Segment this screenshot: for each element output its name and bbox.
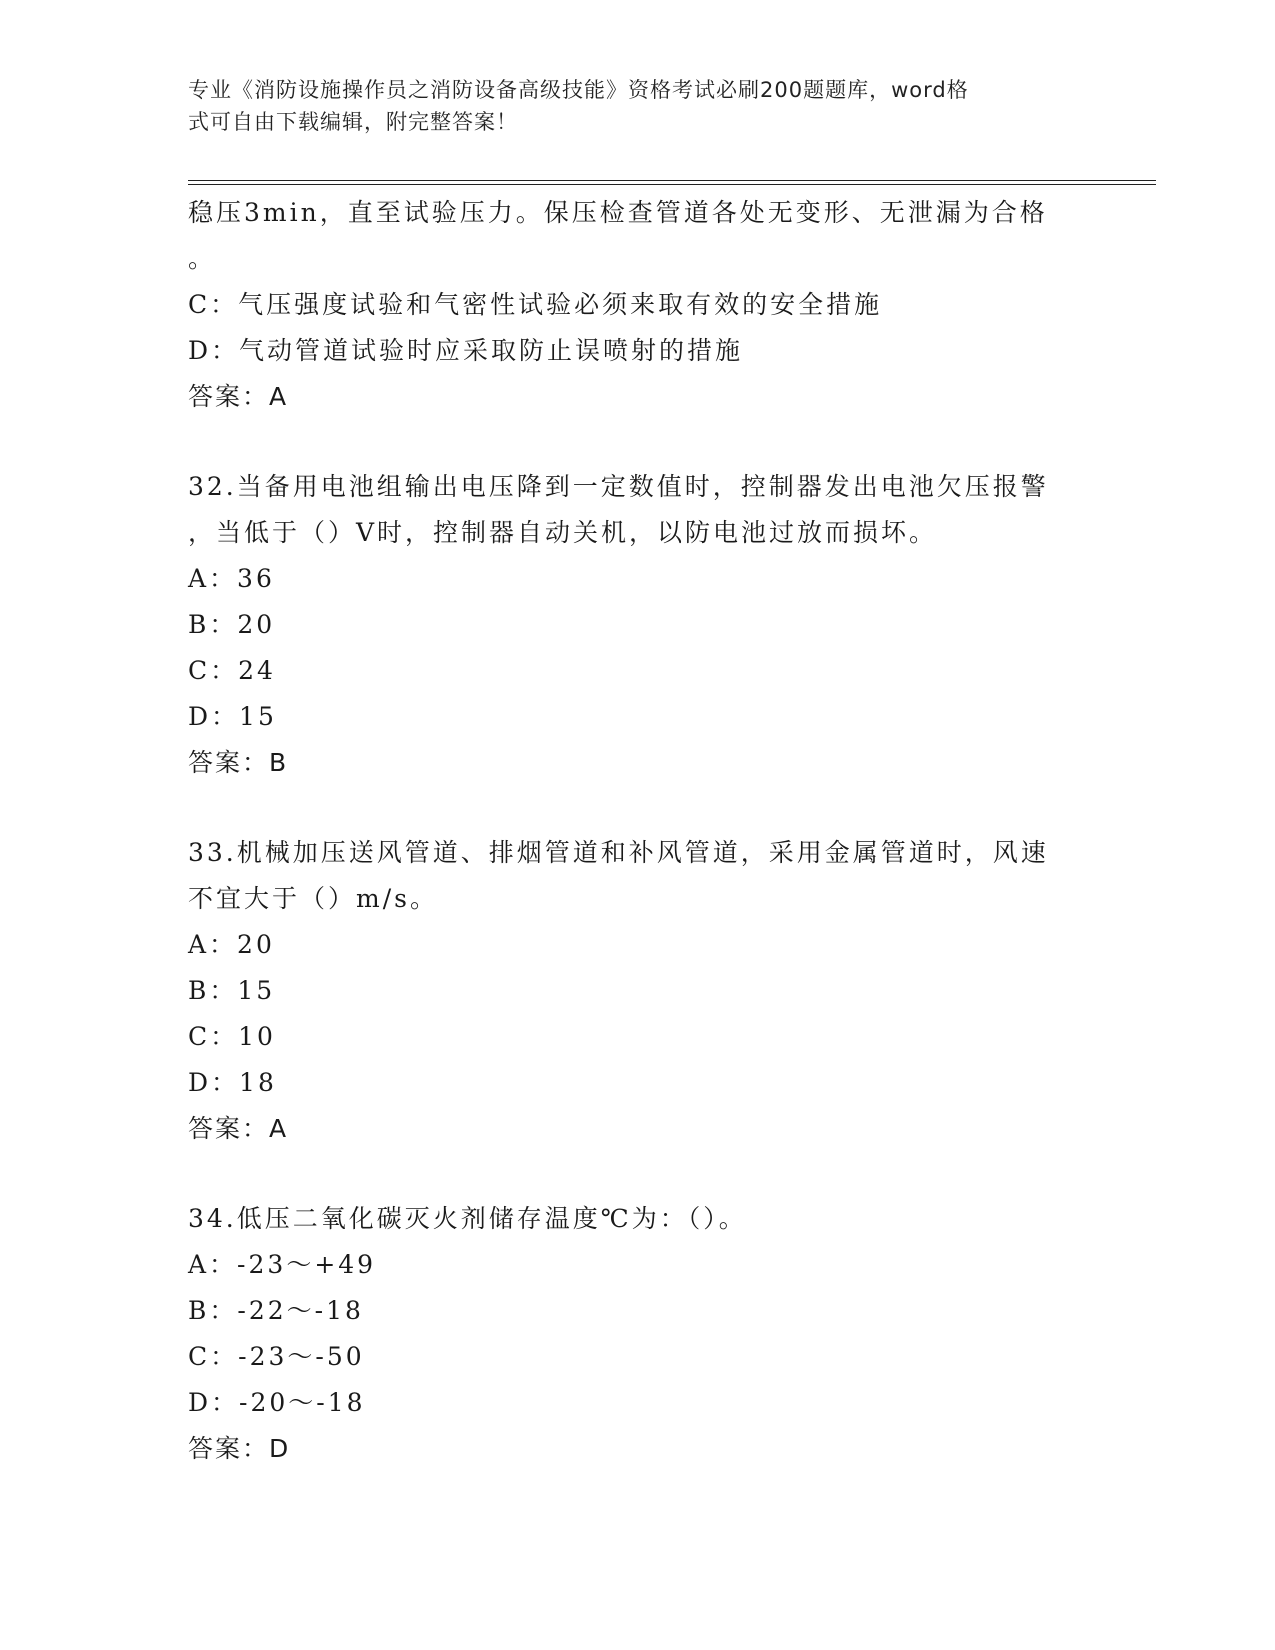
question-33 <box>188 830 1088 1152</box>
spacer <box>188 786 1088 830</box>
question-stem-line: 32.当备用电池组输出电压降到一定数值时，控制器发出电池欠压报警 <box>188 472 1049 501</box>
option-c: C：10 <box>188 1022 276 1051</box>
option-b: B：-22～-18 <box>188 1296 364 1325</box>
option-a: A：20 <box>188 930 275 959</box>
question-31-continuation <box>188 190 1088 420</box>
option-b: B：15 <box>188 976 276 1005</box>
spacer <box>188 420 1088 464</box>
option-a: A：-23～+49 <box>188 1250 377 1279</box>
answer-label: 答案：B <box>188 748 289 777</box>
question-stem-line: ，当低于（）V时，控制器自动关机，以防电池过放而损坏。 <box>188 518 938 547</box>
document-body <box>188 190 1088 1472</box>
header-divider-top <box>188 180 1156 181</box>
answer-label: 答案：A <box>188 1114 289 1143</box>
answer-label: 答案：A <box>188 382 289 411</box>
option-d: D：18 <box>188 1068 277 1097</box>
option-d: D：-20～-18 <box>188 1388 366 1417</box>
question-stem-line: 34.低压二氧化碳灭火剂储存温度℃为：（）。 <box>188 1204 747 1233</box>
option-a: A：36 <box>188 564 275 593</box>
option-c: C：24 <box>188 656 276 685</box>
option-d: D：15 <box>188 702 277 731</box>
spacer <box>188 1152 1088 1196</box>
header-divider-bottom <box>188 184 1156 185</box>
question-text-line: 。 <box>188 244 217 273</box>
document-header <box>188 74 1068 138</box>
option-b: B：20 <box>188 610 276 639</box>
option-c: C：气压强度试验和气密性试验必须来取有效的安全措施 <box>188 290 883 319</box>
question-text-line: 稳压3min，直至试验压力。保压检查管道各处无变形、无泄漏为合格 <box>188 198 1048 227</box>
header-line-1: 专业《消防设施操作员之消防设备高级技能》资格考试必刷200题题库，word格 <box>188 78 969 102</box>
question-stem-line: 不宜大于（）m/s。 <box>188 884 438 913</box>
option-c: C：-23～-50 <box>188 1342 365 1371</box>
answer-label: 答案：D <box>188 1434 291 1463</box>
question-32 <box>188 464 1088 786</box>
question-stem-line: 33.机械加压送风管道、排烟管道和补风管道，采用金属管道时，风速 <box>188 838 1049 867</box>
header-line-2: 式可自由下载编辑，附完整答案！ <box>188 110 518 134</box>
option-d: D：气动管道试验时应采取防止误喷射的措施 <box>188 336 744 365</box>
question-34 <box>188 1196 1088 1472</box>
